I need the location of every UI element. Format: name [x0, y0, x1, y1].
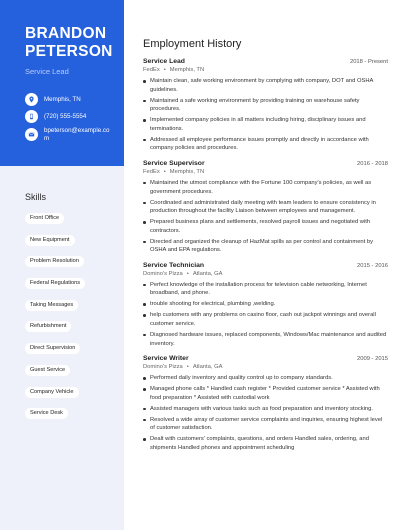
- job-bullet: Coordinated and administrated daily meeting with team leaders to ensure consistency in production throughout the facility Liaison between employees and management.: [143, 199, 388, 216]
- contact-location: [25, 93, 110, 106]
- skill-tag: Refurbishment: [25, 321, 71, 332]
- job-bullet: Dealt with customers' complaints, questions, and orders Handled sales, ordering, and shipments Handled phones and appointment scheduling: [143, 435, 388, 452]
- job-location: Memphis, TN: [169, 67, 205, 73]
- skills-list: [25, 206, 117, 423]
- contact-phone: [25, 110, 110, 123]
- job-bullets: [143, 374, 388, 452]
- job-bullet: Maintained a safe working environment by providing training on warehouse safety procedures.: [143, 97, 388, 114]
- job-bullet: Maintain clean, safe working environment by complying with company, DOT and OSHA guidelines.: [143, 77, 388, 94]
- location-pin-icon: [25, 93, 38, 106]
- job-bullets: [143, 179, 388, 255]
- job-location: Atlanta, GA: [192, 364, 223, 371]
- job-location: Atlanta, GA: [192, 270, 223, 277]
- skill-tag: Federal Regulations: [25, 278, 85, 289]
- job-location: Memphis, TN: [169, 168, 205, 175]
- job-bullet: Addressed all employee performance issues promptly and directly in accordance with company policies and procedures.: [143, 136, 388, 153]
- skill-tag: New Equipment: [25, 235, 75, 246]
- job-bullet: help customers with any problems on casino floor, cash out jackpot winnings and overall customer service.: [143, 311, 388, 328]
- job-bullets: [143, 77, 388, 153]
- separator-dot-icon: •: [186, 364, 189, 371]
- job-bullet: Resolved a wide array of customer service complaints and inquiries, ensuring highest level of customer satisfaction.: [143, 416, 388, 433]
- skill-tag: Direct Supervision: [25, 343, 80, 354]
- job-title: Service Supervisor: [143, 159, 205, 167]
- job-dates: 2009 - 2015: [357, 356, 388, 363]
- job-company: Domino's Pizza: [143, 364, 183, 371]
- job-bullets: [143, 281, 388, 348]
- job-bullet: Implemented company policies in all matters including hiring, disciplinary issues and terminations.: [143, 116, 388, 133]
- employment-section: [143, 38, 388, 459]
- job-title: Service Lead: [143, 58, 185, 65]
- phone-text[interactable]: (720) 555-5554: [44, 112, 87, 120]
- separator-dot-icon: •: [163, 168, 166, 175]
- separator-dot-icon: •: [163, 67, 166, 73]
- job-entry: [143, 160, 388, 255]
- job-title: Service Technician: [143, 261, 205, 269]
- location-text: Memphis, TN: [44, 95, 81, 103]
- profile-header: [0, 0, 124, 166]
- contact-email: [25, 127, 110, 142]
- skill-tag: Taking Messages: [25, 300, 78, 311]
- mail-icon: [25, 128, 38, 141]
- job-bullet: Assisted managers with various tasks such as food preparation and inventory stocking.: [143, 405, 388, 414]
- phone-icon: [25, 110, 38, 123]
- job-bullet: Performed daily inventory and quality control up to company standards.: [143, 374, 388, 383]
- job-bullet: Prepared business plans and settlements, resolved payroll issues and negotiated with contractors.: [143, 218, 388, 235]
- job-entry: [143, 355, 388, 452]
- job-dates: 2015 - 2016: [357, 262, 388, 269]
- employment-heading: Employment History: [143, 38, 242, 50]
- skill-tag: Company Vehicle: [25, 387, 79, 398]
- job-title: Service Writer: [143, 355, 189, 363]
- job-bullet: Perfect knowledge of the installation process for television cable networking, Internet broadband, and phone.: [143, 281, 388, 298]
- job-bullet: Diagnosed hardware issues, replaced components, Windows/Mac maintenance and audited inventory.: [143, 331, 388, 348]
- job-entry: [143, 262, 388, 348]
- job-dates: 2018 - Present: [349, 59, 388, 65]
- skill-tag: Service Desk: [25, 408, 68, 419]
- job-company: FedEx: [143, 67, 160, 73]
- separator-dot-icon: •: [186, 270, 189, 277]
- job-bullet: trouble shooting for electrical, plumbing ,welding.: [143, 300, 388, 309]
- skills-heading: Skills: [25, 192, 47, 202]
- sidebar: [0, 0, 124, 530]
- skill-tag: Guest Service: [25, 365, 70, 376]
- skill-tag: Front Office: [25, 213, 64, 224]
- job-bullet: Maintained the utmost compliance with the Fortune 100 company's policies, as well as government procedures.: [143, 179, 388, 196]
- job-bullet: Directed and organized the cleanup of HazMat spills as per control and containment by OSHA and EPA regulations.: [143, 238, 388, 255]
- job-company: Domino's Pizza: [143, 270, 183, 277]
- job-dates: 2016 - 2018: [357, 160, 388, 167]
- skill-tag: Problem Resolution: [25, 256, 84, 267]
- candidate-name: BRANDON PETERSON: [25, 25, 113, 60]
- job-entry: [143, 58, 388, 153]
- candidate-role: Service Lead: [25, 67, 69, 76]
- job-company: FedEx: [143, 168, 160, 175]
- email-link[interactable]: bpeterson@example.com: [44, 127, 110, 142]
- job-bullet: Managed phone calls * Handled cash register * Provided customer service * Assisted with food preparation * Assisted with custodial work: [143, 385, 388, 402]
